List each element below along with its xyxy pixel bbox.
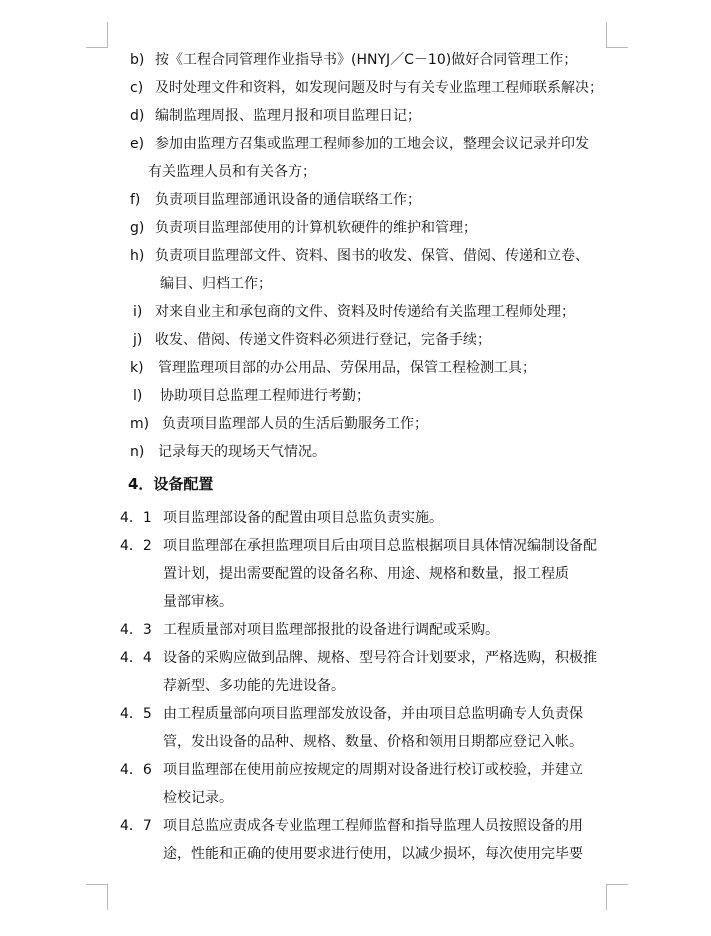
crop-mark-bottom-right-v (606, 884, 607, 910)
list-item-text: 按《工程合同管理作业指导书》(HNYJ／C－10)做好合同管理工作； (155, 52, 578, 68)
list-item-label: f) (130, 192, 141, 208)
list-item-text: 负责项目监理部人员的生活后勤服务工作； (162, 416, 428, 432)
list-item-label: g) (130, 220, 145, 236)
list-item-label: b) (130, 52, 145, 68)
clause-number: 4．2 (120, 538, 152, 554)
clause-text: 项目监理部设备的配置由项目总监负责实施。 (163, 510, 443, 526)
clause-number: 4．3 (120, 622, 152, 638)
list-item-text: 负责项目监理部文件、资料、图书的收发、保管、借阅、传递和立卷、 (155, 248, 589, 264)
crop-mark-top-right-h (606, 47, 628, 48)
section-heading: 4．设备配置 (128, 475, 214, 493)
clause-number: 4．4 (120, 650, 152, 666)
list-item-text: 协助项目总监理工程师进行考勤； (160, 388, 370, 404)
list-item-text-continued: 有关监理人员和有关各方； (148, 164, 316, 180)
clause-number: 4．7 (120, 818, 152, 834)
list-item-label: l) (133, 388, 143, 404)
list-item-label: h) (130, 248, 145, 264)
list-item-text-continued: 编目、归档工作； (160, 276, 272, 292)
clause-text: 项目监理部在使用前应按规定的周期对设备进行校订或校验，并建立 (163, 762, 583, 778)
list-item-label: i) (133, 304, 143, 320)
list-item-label: k) (130, 360, 144, 376)
list-item-text: 对来自业主和承包商的文件、资料及时传递给有关监理工程师处理； (155, 304, 575, 320)
list-item-label: j) (133, 332, 143, 348)
crop-mark-bottom-left-h (86, 884, 108, 885)
list-item-text: 负责项目监理部使用的计算机软硬件的维护和管理； (155, 220, 477, 236)
clause-text: 设备的采购应做到品牌、规格、型号符合计划要求，严格选购，积极推 (163, 650, 597, 666)
clause-text-continued: 荐新型、多功能的先进设备。 (163, 678, 345, 694)
clause-number: 4．1 (120, 510, 152, 526)
clause-text: 工程质量部对项目监理部报批的设备进行调配或采购。 (163, 622, 499, 638)
clause-number: 4．5 (120, 706, 152, 722)
clause-text-continued: 检校记录。 (163, 790, 233, 806)
clause-text-continued: 量部审核。 (163, 594, 233, 610)
crop-mark-top-left-h (86, 47, 108, 48)
list-item-label: d) (130, 108, 145, 124)
list-item-text: 参加由监理方召集或监理工程师参加的工地会议，整理会议记录并印发 (155, 136, 589, 152)
list-item-label: c) (130, 80, 144, 96)
list-item-label: m) (130, 416, 150, 432)
clause-text-continued: 途，性能和正确的使用要求进行使用，以减少损坏，每次使用完毕要 (163, 846, 583, 862)
clause-number: 4．6 (120, 762, 152, 778)
clause-text-continued: 置计划，提出需要配置的设备名称、用途、规格和数量，报工程质 (163, 566, 569, 582)
list-item-text: 及时处理文件和资料，如发现问题及时与有关专业监理工程师联系解决； (155, 80, 603, 96)
crop-mark-bottom-left-v (107, 884, 108, 910)
list-item-label: e) (130, 136, 145, 152)
list-item-text: 负责项目监理部通讯设备的通信联络工作； (155, 192, 421, 208)
crop-mark-bottom-right-h (606, 884, 628, 885)
clause-text: 由工程质量部向项目监理部发放设备，并由项目总监明确专人负责保 (163, 706, 583, 722)
crop-mark-top-right-v (606, 22, 607, 48)
list-item-text: 收发、借阅、传递文件资料必须进行登记，完备手续； (155, 332, 491, 348)
clause-text: 项目总监应责成各专业监理工程师监督和指导监理人员按照设备的用 (163, 818, 583, 834)
clause-text-continued: 管，发出设备的品种、规格、数量、价格和领用日期都应登记入帐。 (163, 734, 583, 750)
crop-mark-top-left-v (107, 22, 108, 48)
list-item-label: n) (130, 444, 145, 460)
list-item-text: 编制监理周报、监理月报和项目监理日记； (155, 108, 421, 124)
list-item-text: 记录每天的现场天气情况。 (158, 444, 326, 460)
list-item-text: 管理监理项目部的办公用品、劳保用品，保管工程检测工具； (158, 360, 536, 376)
clause-text: 项目监理部在承担监理项目后由项目总监根据项目具体情况编制设备配 (163, 538, 597, 554)
